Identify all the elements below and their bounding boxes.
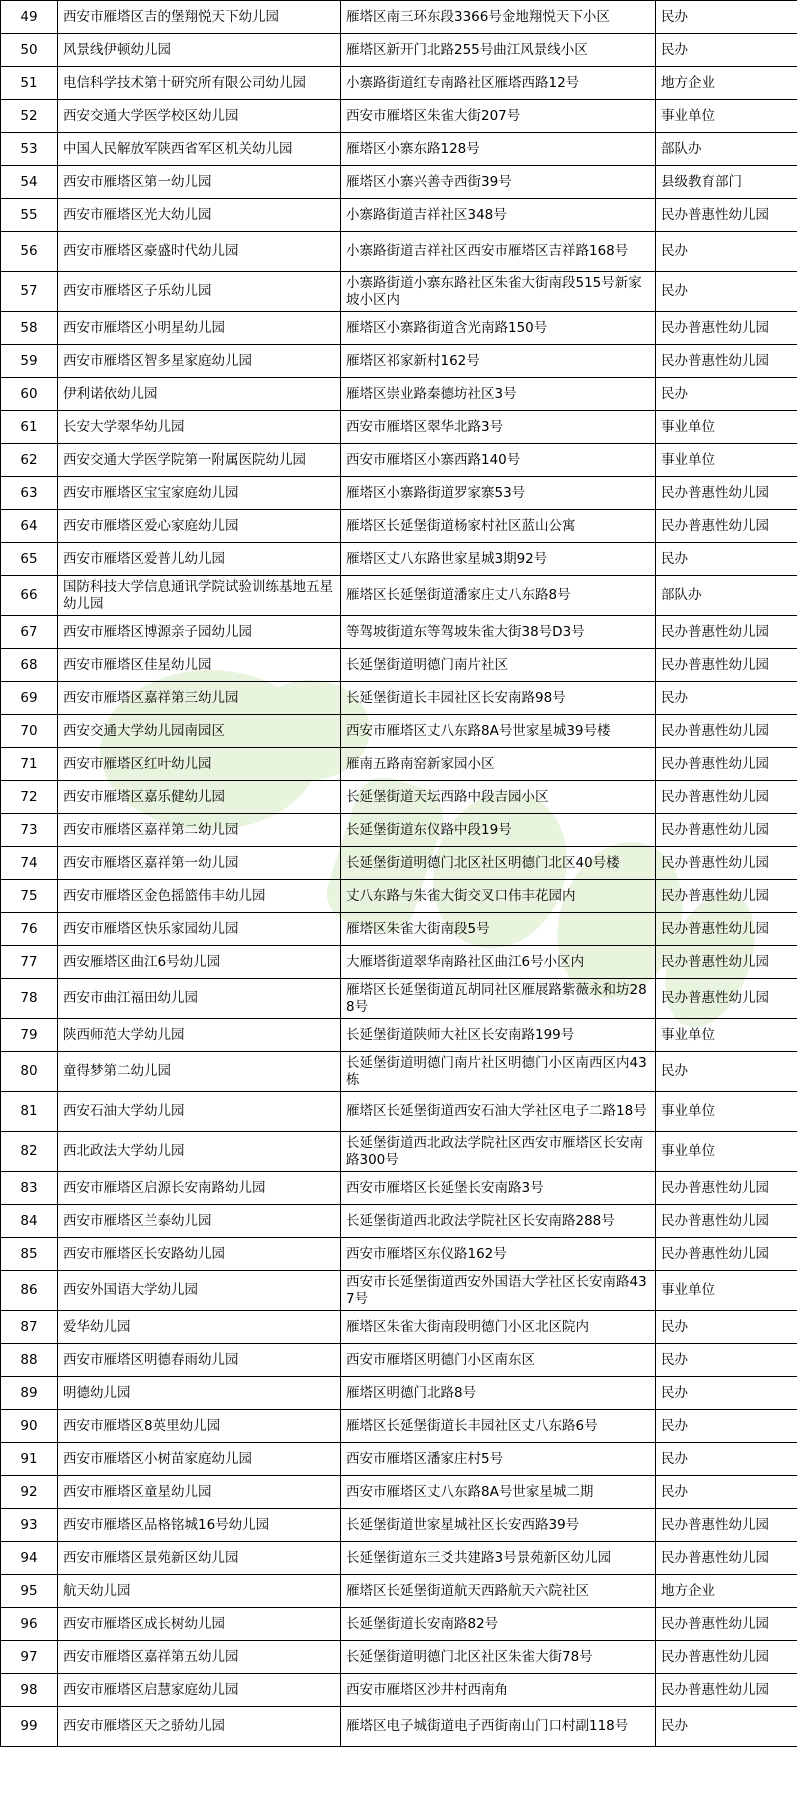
kindergarten-name-cell: 西安市雁塔区豪盛时代幼儿园: [58, 232, 341, 272]
table-row: [1, 1, 797, 34]
school-type-cell: 事业单位: [656, 100, 797, 133]
table-row: [1, 166, 797, 199]
kindergarten-name-cell: 西安市雁塔区嘉祥第一幼儿园: [58, 847, 341, 880]
school-type-cell: 民办普惠性幼儿园: [656, 1674, 797, 1707]
table-row: [1, 1311, 797, 1344]
address-cell: 雁南五路南窑新家园小区: [341, 748, 656, 781]
school-type-cell: 民办普惠性幼儿园: [656, 616, 797, 649]
address-cell: 小寨路街道吉祥社区348号: [341, 199, 656, 232]
address-cell: 西安市雁塔区潘家庄村5号: [341, 1443, 656, 1476]
school-type-cell: 民办: [656, 1344, 797, 1377]
address-cell: 雁塔区长延堡街道西安石油大学社区电子二路18号: [341, 1092, 656, 1132]
table-row: [1, 345, 797, 378]
school-type-cell: 民办普惠性幼儿园: [656, 913, 797, 946]
row-number-cell: 61: [1, 411, 58, 444]
address-cell: 西安市长延堡街道西安外国语大学社区长安南路437号: [341, 1271, 656, 1311]
kindergarten-name-cell: 西安市雁塔区嘉祥第二幼儿园: [58, 814, 341, 847]
school-type-cell: 民办普惠性幼儿园: [656, 748, 797, 781]
kindergarten-name-cell: 西安交通大学幼儿园南园区: [58, 715, 341, 748]
row-number-cell: 87: [1, 1311, 58, 1344]
address-cell: 长延堡街道长丰园社区长安南路98号: [341, 682, 656, 715]
table-row: [1, 1542, 797, 1575]
school-type-cell: 部队办: [656, 133, 797, 166]
table-row: [1, 510, 797, 543]
kindergarten-name-cell: 西安市雁塔区红叶幼儿园: [58, 748, 341, 781]
address-cell: 长延堡街道西北政法学院社区长安南路288号: [341, 1205, 656, 1238]
school-type-cell: 民办: [656, 232, 797, 272]
kindergarten-name-cell: 西安市雁塔区金色摇篮伟丰幼儿园: [58, 880, 341, 913]
row-number-cell: 60: [1, 378, 58, 411]
kindergarten-name-cell: 西安市雁塔区吉的堡翔悦天下幼儿园: [58, 1, 341, 34]
school-type-cell: 民办普惠性幼儿园: [656, 1542, 797, 1575]
address-cell: 长延堡街道陕师大社区长安南路199号: [341, 1019, 656, 1052]
table-row: [1, 1092, 797, 1132]
school-type-cell: 民办普惠性幼儿园: [656, 649, 797, 682]
kindergarten-name-cell: 陕西师范大学幼儿园: [58, 1019, 341, 1052]
address-cell: 雁塔区长延堡街道航天西路航天六院社区: [341, 1575, 656, 1608]
address-cell: 雁塔区小寨东路128号: [341, 133, 656, 166]
kindergarten-name-cell: 西安市雁塔区品格铭城16号幼儿园: [58, 1509, 341, 1542]
row-number-cell: 71: [1, 748, 58, 781]
school-type-cell: 民办: [656, 1311, 797, 1344]
kindergarten-name-cell: 西安市雁塔区嘉祥第三幼儿园: [58, 682, 341, 715]
kindergarten-name-cell: 西安市雁塔区宝宝家庭幼儿园: [58, 477, 341, 510]
table-row: [1, 847, 797, 880]
school-type-cell: 民办普惠性幼儿园: [656, 1608, 797, 1641]
address-cell: 长延堡街道明德门南片社区: [341, 649, 656, 682]
row-number-cell: 99: [1, 1707, 58, 1747]
table-row: [1, 1052, 797, 1092]
school-type-cell: 民办: [656, 1377, 797, 1410]
row-number-cell: 55: [1, 199, 58, 232]
row-number-cell: 92: [1, 1476, 58, 1509]
row-number-cell: 57: [1, 272, 58, 312]
row-number-cell: 69: [1, 682, 58, 715]
row-number-cell: 49: [1, 1, 58, 34]
table-row: [1, 411, 797, 444]
address-cell: 长延堡街道明德门南片社区明德门小区南西区内43栋: [341, 1052, 656, 1092]
school-type-cell: 民办: [656, 1476, 797, 1509]
row-number-cell: 84: [1, 1205, 58, 1238]
kindergarten-name-cell: 西安市雁塔区长安路幼儿园: [58, 1238, 341, 1271]
table-row: [1, 649, 797, 682]
table-row: [1, 1476, 797, 1509]
row-number-cell: 50: [1, 34, 58, 67]
kindergarten-name-cell: 西安交通大学医学校区幼儿园: [58, 100, 341, 133]
address-cell: 西安市雁塔区东仪路162号: [341, 1238, 656, 1271]
kindergarten-name-cell: 电信科学技术第十研究所有限公司幼儿园: [58, 67, 341, 100]
table-row: [1, 880, 797, 913]
kindergarten-name-cell: 西安市雁塔区天之骄幼儿园: [58, 1707, 341, 1747]
address-cell: 雁塔区小寨兴善寺西街39号: [341, 166, 656, 199]
address-cell: 雁塔区新开门北路255号曲江风景线小区: [341, 34, 656, 67]
table-row: [1, 1238, 797, 1271]
row-number-cell: 64: [1, 510, 58, 543]
row-number-cell: 76: [1, 913, 58, 946]
school-type-cell: 民办普惠性幼儿园: [656, 814, 797, 847]
table-row: [1, 1410, 797, 1443]
kindergarten-name-cell: 西安市雁塔区童星幼儿园: [58, 1476, 341, 1509]
address-cell: 雁塔区丈八东路世家星城3期92号: [341, 543, 656, 576]
row-number-cell: 66: [1, 576, 58, 616]
address-cell: 小寨路街道小寨东路社区朱雀大街南段515号新家坡小区内: [341, 272, 656, 312]
school-type-cell: 民办: [656, 543, 797, 576]
table-row: [1, 1575, 797, 1608]
table-row: [1, 913, 797, 946]
kindergarten-name-cell: 童得梦第二幼儿园: [58, 1052, 341, 1092]
row-number-cell: 54: [1, 166, 58, 199]
table-row: [1, 979, 797, 1019]
kindergarten-name-cell: 伊利诺依幼儿园: [58, 378, 341, 411]
row-number-cell: 88: [1, 1344, 58, 1377]
kindergarten-name-cell: 西安市雁塔区成长树幼儿园: [58, 1608, 341, 1641]
address-cell: 西安市雁塔区沙井村西南角: [341, 1674, 656, 1707]
row-number-cell: 72: [1, 781, 58, 814]
kindergarten-name-cell: 明德幼儿园: [58, 1377, 341, 1410]
row-number-cell: 91: [1, 1443, 58, 1476]
address-cell: 大雁塔街道翠华南路社区曲江6号小区内: [341, 946, 656, 979]
school-type-cell: 民办: [656, 682, 797, 715]
table-row: [1, 781, 797, 814]
school-type-cell: 民办普惠性幼儿园: [656, 199, 797, 232]
table-row: [1, 378, 797, 411]
table-row: [1, 1674, 797, 1707]
kindergarten-name-cell: 西安石油大学幼儿园: [58, 1092, 341, 1132]
school-type-cell: 民办普惠性幼儿园: [656, 477, 797, 510]
school-type-cell: 民办普惠性幼儿园: [656, 312, 797, 345]
row-number-cell: 90: [1, 1410, 58, 1443]
address-cell: 长延堡街道东仪路中段19号: [341, 814, 656, 847]
kindergarten-name-cell: 西安市雁塔区嘉祥第五幼儿园: [58, 1641, 341, 1674]
kindergarten-name-cell: 西安市雁塔区明德春雨幼儿园: [58, 1344, 341, 1377]
kindergarten-name-cell: 西安市雁塔区爱心家庭幼儿园: [58, 510, 341, 543]
table-row: [1, 232, 797, 272]
school-type-cell: 民办: [656, 1707, 797, 1747]
row-number-cell: 85: [1, 1238, 58, 1271]
school-type-cell: 民办普惠性幼儿园: [656, 847, 797, 880]
school-type-cell: 民办普惠性幼儿园: [656, 1641, 797, 1674]
school-type-cell: 事业单位: [656, 1132, 797, 1172]
row-number-cell: 95: [1, 1575, 58, 1608]
row-number-cell: 59: [1, 345, 58, 378]
school-type-cell: 地方企业: [656, 1575, 797, 1608]
row-number-cell: 97: [1, 1641, 58, 1674]
row-number-cell: 93: [1, 1509, 58, 1542]
address-cell: 雁塔区朱雀大街南段明德门小区北区院内: [341, 1311, 656, 1344]
address-cell: 雁塔区长延堡街道潘家庄丈八东路8号: [341, 576, 656, 616]
row-number-cell: 80: [1, 1052, 58, 1092]
table-row: [1, 1509, 797, 1542]
address-cell: 西安市雁塔区丈八东路8A号世家星城39号楼: [341, 715, 656, 748]
kindergarten-name-cell: 西安市雁塔区光大幼儿园: [58, 199, 341, 232]
school-type-cell: 民办: [656, 378, 797, 411]
kindergarten-name-cell: 西安市雁塔区景苑新区幼儿园: [58, 1542, 341, 1575]
address-cell: 西安市雁塔区明德门小区南东区: [341, 1344, 656, 1377]
school-type-cell: 民办: [656, 1410, 797, 1443]
school-type-cell: 事业单位: [656, 1271, 797, 1311]
kindergarten-name-cell: 西安市雁塔区爱普儿幼儿园: [58, 543, 341, 576]
row-number-cell: 53: [1, 133, 58, 166]
kindergarten-name-cell: 西安市雁塔区8英里幼儿园: [58, 1410, 341, 1443]
row-number-cell: 77: [1, 946, 58, 979]
kindergarten-name-cell: 西安市雁塔区小明星幼儿园: [58, 312, 341, 345]
address-cell: 雁塔区长延堡街道杨家村社区蓝山公寓: [341, 510, 656, 543]
address-cell: 长延堡街道天坛西路中段吉园小区: [341, 781, 656, 814]
address-cell: 长延堡街道世家星城社区长安西路39号: [341, 1509, 656, 1542]
address-cell: 西安市雁塔区小寨西路140号: [341, 444, 656, 477]
table-row: [1, 814, 797, 847]
table-row: [1, 1707, 797, 1747]
address-cell: 长延堡街道东三爻共建路3号景苑新区幼儿园: [341, 1542, 656, 1575]
address-cell: 小寨路街道红专南路社区雁塔西路12号: [341, 67, 656, 100]
school-type-cell: 民办: [656, 1052, 797, 1092]
row-number-cell: 75: [1, 880, 58, 913]
kindergarten-name-cell: 长安大学翠华幼儿园: [58, 411, 341, 444]
address-cell: 长延堡街道长安南路82号: [341, 1608, 656, 1641]
kindergarten-name-cell: 西安市雁塔区快乐家园幼儿园: [58, 913, 341, 946]
school-type-cell: 民办: [656, 272, 797, 312]
school-type-cell: 民办普惠性幼儿园: [656, 1172, 797, 1205]
school-type-cell: 民办普惠性幼儿园: [656, 345, 797, 378]
kindergarten-name-cell: 西安市雁塔区兰泰幼儿园: [58, 1205, 341, 1238]
school-type-cell: 民办: [656, 1443, 797, 1476]
school-type-cell: 民办普惠性幼儿园: [656, 1205, 797, 1238]
address-cell: 雁塔区崇业路秦德坊社区3号: [341, 378, 656, 411]
row-number-cell: 79: [1, 1019, 58, 1052]
address-cell: 长延堡街道西北政法学院社区西安市雁塔区长安南路300号: [341, 1132, 656, 1172]
table-row: [1, 34, 797, 67]
table-row: [1, 100, 797, 133]
school-type-cell: 民办: [656, 1, 797, 34]
kindergarten-name-cell: 西安市雁塔区小树苗家庭幼儿园: [58, 1443, 341, 1476]
table-row: [1, 576, 797, 616]
table-row: [1, 715, 797, 748]
address-cell: 雁塔区电子城街道电子西街南山门口村副118号: [341, 1707, 656, 1747]
kindergarten-name-cell: 西安市雁塔区智多星家庭幼儿园: [58, 345, 341, 378]
row-number-cell: 94: [1, 1542, 58, 1575]
address-cell: 西安市雁塔区朱雀大街207号: [341, 100, 656, 133]
address-cell: 小寨路街道吉祥社区西安市雁塔区吉祥路168号: [341, 232, 656, 272]
row-number-cell: 67: [1, 616, 58, 649]
kindergarten-name-cell: 西北政法大学幼儿园: [58, 1132, 341, 1172]
school-type-cell: 事业单位: [656, 1019, 797, 1052]
kindergarten-name-cell: 西安市雁塔区子乐幼儿园: [58, 272, 341, 312]
school-type-cell: 县级教育部门: [656, 166, 797, 199]
row-number-cell: 63: [1, 477, 58, 510]
table-row: [1, 1344, 797, 1377]
table-row: [1, 1172, 797, 1205]
row-number-cell: 68: [1, 649, 58, 682]
table-row: [1, 1377, 797, 1410]
address-cell: 长延堡街道明德门北区社区明德门北区40号楼: [341, 847, 656, 880]
school-type-cell: 民办普惠性幼儿园: [656, 979, 797, 1019]
table-row: [1, 133, 797, 166]
school-type-cell: 民办普惠性幼儿园: [656, 946, 797, 979]
row-number-cell: 89: [1, 1377, 58, 1410]
kindergarten-name-cell: 西安市雁塔区启慧家庭幼儿园: [58, 1674, 341, 1707]
row-number-cell: 82: [1, 1132, 58, 1172]
row-number-cell: 81: [1, 1092, 58, 1132]
row-number-cell: 86: [1, 1271, 58, 1311]
kindergarten-name-cell: 西安市雁塔区博源亲子园幼儿园: [58, 616, 341, 649]
table-row: [1, 1019, 797, 1052]
kindergarten-name-cell: 西安雁塔区曲江6号幼儿园: [58, 946, 341, 979]
row-number-cell: 56: [1, 232, 58, 272]
kindergarten-name-cell: 航天幼儿园: [58, 1575, 341, 1608]
row-number-cell: 70: [1, 715, 58, 748]
row-number-cell: 96: [1, 1608, 58, 1641]
kindergarten-name-cell: 风景线伊顿幼儿园: [58, 34, 341, 67]
kindergarten-name-cell: 西安市雁塔区佳星幼儿园: [58, 649, 341, 682]
row-number-cell: 83: [1, 1172, 58, 1205]
address-cell: 西安市雁塔区丈八东路8A号世家星城二期: [341, 1476, 656, 1509]
address-cell: 雁塔区明德门北路8号: [341, 1377, 656, 1410]
row-number-cell: 62: [1, 444, 58, 477]
school-type-cell: 部队办: [656, 576, 797, 616]
kindergarten-name-cell: 爱华幼儿园: [58, 1311, 341, 1344]
school-type-cell: 民办普惠性幼儿园: [656, 880, 797, 913]
table-row: [1, 199, 797, 232]
table-row: [1, 1271, 797, 1311]
school-type-cell: 民办普惠性幼儿园: [656, 715, 797, 748]
table-row: [1, 946, 797, 979]
row-number-cell: 58: [1, 312, 58, 345]
row-number-cell: 73: [1, 814, 58, 847]
row-number-cell: 52: [1, 100, 58, 133]
table-row: [1, 477, 797, 510]
table-row: [1, 312, 797, 345]
kindergarten-name-cell: 国防科技大学信息通讯学院试验训练基地五星幼儿园: [58, 576, 341, 616]
address-cell: 雁塔区南三环东段3366号金地翔悦天下小区: [341, 1, 656, 34]
row-number-cell: 65: [1, 543, 58, 576]
school-type-cell: 民办普惠性幼儿园: [656, 1509, 797, 1542]
school-type-cell: 事业单位: [656, 411, 797, 444]
table-row: [1, 444, 797, 477]
address-cell: 丈八东路与朱雀大街交叉口伟丰花园内: [341, 880, 656, 913]
kindergarten-name-cell: 西安市雁塔区嘉乐健幼儿园: [58, 781, 341, 814]
table-row: [1, 272, 797, 312]
address-cell: 等驾坡街道东等驾坡朱雀大街38号D3号: [341, 616, 656, 649]
address-cell: 西安市雁塔区翠华北路3号: [341, 411, 656, 444]
table-row: [1, 682, 797, 715]
kindergarten-name-cell: 西安外国语大学幼儿园: [58, 1271, 341, 1311]
kindergarten-name-cell: 西安市雁塔区第一幼儿园: [58, 166, 341, 199]
kindergarten-name-cell: 西安市雁塔区启源长安南路幼儿园: [58, 1172, 341, 1205]
row-number-cell: 98: [1, 1674, 58, 1707]
address-cell: 雁塔区小寨路街道罗家寨53号: [341, 477, 656, 510]
kindergarten-name-cell: 中国人民解放军陕西省军区机关幼儿园: [58, 133, 341, 166]
table-row: [1, 1205, 797, 1238]
address-cell: 雁塔区祁家新村162号: [341, 345, 656, 378]
school-type-cell: 事业单位: [656, 1092, 797, 1132]
table-row: [1, 616, 797, 649]
address-cell: 雁塔区小寨路街道含光南路150号: [341, 312, 656, 345]
table-row: [1, 1608, 797, 1641]
school-type-cell: 民办: [656, 34, 797, 67]
school-type-cell: 地方企业: [656, 67, 797, 100]
row-number-cell: 51: [1, 67, 58, 100]
address-cell: 长延堡街道明德门北区社区朱雀大街78号: [341, 1641, 656, 1674]
row-number-cell: 78: [1, 979, 58, 1019]
school-type-cell: 民办普惠性幼儿园: [656, 1238, 797, 1271]
kindergarten-name-cell: 西安交通大学医学院第一附属医院幼儿园: [58, 444, 341, 477]
table-row: [1, 67, 797, 100]
table-row: [1, 1641, 797, 1674]
row-number-cell: 74: [1, 847, 58, 880]
school-type-cell: 民办普惠性幼儿园: [656, 510, 797, 543]
table-row: [1, 1443, 797, 1476]
table-body: [1, 1, 797, 1747]
school-type-cell: 事业单位: [656, 444, 797, 477]
table-row: [1, 543, 797, 576]
table-row: [1, 1132, 797, 1172]
address-cell: 西安市雁塔区长延堡长安南路3号: [341, 1172, 656, 1205]
address-cell: 雁塔区长延堡街道瓦胡同社区雁展路紫薇永和坊288号: [341, 979, 656, 1019]
address-cell: 雁塔区朱雀大街南段5号: [341, 913, 656, 946]
school-type-cell: 民办普惠性幼儿园: [656, 781, 797, 814]
address-cell: 雁塔区长延堡街道长丰园社区丈八东路6号: [341, 1410, 656, 1443]
kindergarten-name-cell: 西安市曲江福田幼儿园: [58, 979, 341, 1019]
table-row: [1, 748, 797, 781]
